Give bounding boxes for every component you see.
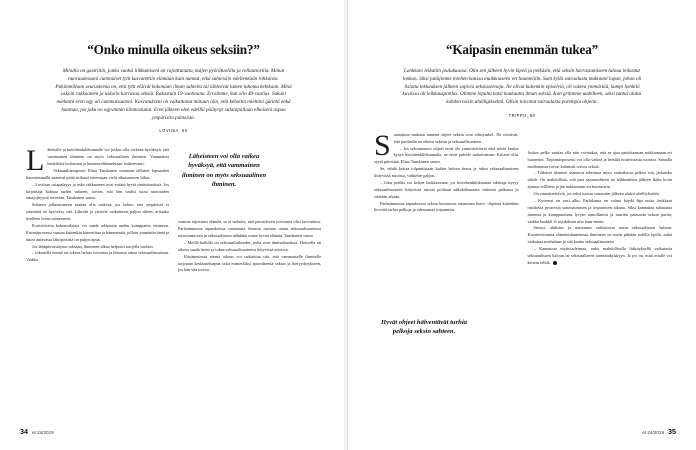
paragraph: – Tällaiset tilanteet saattavat aiheuttaa myos voimakasta pelkoa sitä, järkaisko suhde. On mahdollista, että pari saitaanohteen tai leikkauksen jälkeen lkiiin koitn ajastuu erillleen ja jää nukkumaan ert huonetstin. <box>527 170 672 190</box>
page-number: 34 <box>20 427 28 436</box>
drop-cap: L <box>26 144 45 178</box>
body-columns <box>0 144 347 274</box>
standfirst: Minulla on gastriitin, jonka vuoksi liikkumiseni on rajoittunutta, kuljen pyörätuolilla ja rollaattorilla. Minun nuoruudessani cummulset tytit kasvatettiin elämään kuin nunnat, eikä suhteisiin edellenkään rohkaista. Puhimmillaan seurusleena on, että tytit eläivät kokonaan ilman suhteita tai lähteevät lamen tuhoma kelkkaan. Minä uskoin rakkaateen ja uskoiin harrasaa seksiä. Rakastuin 19-vuotiaana. Erosimme, kun olin 40-vuotias. Sukuni miekestä eron ogy oli cummaisuuteni. Kasvatukseni on vaikuttanut minuun niin, että kehoitin mieltäni gätintä enkä huomaa, jos joku on ogyvmmin kiinnostunut. Eren jälkeen olen edelllä päätynyt sulatapallaan elkoiseni ospaa ympäristin paineista. <box>55 68 292 121</box>
body-columns <box>348 128 696 267</box>
paragraph: Jos lähtipitöristäytuu tuksaan, ihmineen alkaa helpoitii navjella itseläin. <box>32 243 154 249</box>
pull-quote: Läheisteen voi olla vaikea hyväksyä, että vammainen ihminen on myös seksuaalinen ihminen. <box>181 153 267 189</box>
standfirst: Lonkkani leikatiin joulukuussa. Olin sen jälkeen hyvin kipeä ja pelkäsin, että seksin harrastamiseen tulouu leikastut lonkan. Siksi jutäijimme miehen kanssa muikkoaseen ert haameiiiin. Suin kyllä sairaalasta muktaani lapun, johon oli lisiattu lekkauksen jälkeen sopivia seksiaseenoja. Ne olivat kuitenkin episelviä, oli vaikea ymmärtää, kumpi henkilö kuviissa oli leikkauspotilas. Olimme lopulta katsi kuukautta ilman seksiä. Kun gritimme uudelleen, seksi tuntui aluksi kahden toisin uhelligiksehtä. Ollsin toivonut sairaalasta parempia ohjeita. <box>402 68 642 106</box>
paragraph: – Jos seksiasennot ohjeet eivät ole ymmiirrettäviä eikä niistä keskia kysyä hoitohenkilökunnalta, ne eivät palvele tarkoitustaan. Esitteet olisi syytä päivittää, Elina Tanskanen sanoo. <box>374 145 519 165</box>
page-title: “Kaipasin enemmän tukea” <box>445 42 598 57</box>
paragraph-text: – Kannatraa myttviarleimaa, onko mahdollisella lääkityksellä vaikutusta seksuaalisuen haluun tai seksuaaliseen toimintakykkyyn. Ja jos on, mitä asialle voi kertein tehdä. <box>527 246 672 265</box>
paragraph: airaalasta mukaan annetut ohjeet seksin ovat edistyaskel. Ne viestivät, että potilaalla on oikeus seksiin ja seksuaalisuuteen. <box>393 131 519 144</box>
paragraph: Joskus pelko saattaa olla niin voimakas, että se ajaa partokaaman nukkiamaan ert huonetiin. Toipumisprosessi voi olla vaikea ja heistää riottivitsasta tuontoa. Samalla moölemmat voivat kuhnistit toivoa seksiä. <box>527 149 672 169</box>
paragraph: – Loviisan ostapalayys ja usko rakkauteen ovat eritäin hyviä omituisuuksia. Jos kirjoittaja haltuaa uuden suhteen, toivon, että hän vaalisi tuota nuoruuden omajojttyyttä toiveään, Tanskanen sanoo. <box>26 181 169 201</box>
paragraph: Suhteen julkitamineen saattaa olla vaikeaa, jos kokee, että ympäristö et ymmärtä tai hyvviksy sitä. Lähtötit ja yritävät vaikuttavat paljon siihen, ariiaako itselleen luvan suhteeseen. <box>26 202 169 222</box>
issue-label: et 24/2019 <box>642 430 664 435</box>
paragraph: On ymmärrettäviä, jos seksi tuntuu sairauden jälkeen aluksi uhelliyksehtä. <box>533 191 660 197</box>
paragraph: Se, tehdä kotiaa tolpuntistaan kukiin halvaa tietoa ja tukea seksuaalisuuteen liittyvissä asioissa, vaihtelee paljon. <box>374 166 519 179</box>
credit-line: LOVIISA, 60 <box>159 128 188 134</box>
paragraph: vamma rajoittaisi elämää, se ei tarkoita, että partaolveen toivoonta olisi luovuttava. Parhaimmassa tapauksessa vammasta ihmistä tuetaan oman seksuaalisuutensa toteuttamiseen ja seksuaalisuun nähdään osana hyvää elämää, Tanskanen sanoo. <box>178 219 321 239</box>
drop-cap: S <box>374 128 391 162</box>
paragraph: Parhaimmassa tapauksessa seksin huomioon ottaminen hoito- ohjeissa kuitenkin lieviittä turhia pelkoja ja odessantaa toipumista. <box>374 200 519 213</box>
paragraph: Seksuaaliterapeutti Elina Tanskanen muutaan tällaiset lapsuuden kasvatusmallit saatavat pitää itsikasti otteessaan vielä aikuisuuteen liikin. <box>26 167 169 180</box>
right-page <box>348 0 696 450</box>
page-number: 35 <box>668 427 676 436</box>
paragraph-final <box>528 246 673 267</box>
issue-label: et 24/2019 <box>32 430 54 435</box>
paragraph: Stressi, ahdistus ja masennus vaikuttavat usein seksuaalisuen haluun. Kuoriettivaansa elämäntilantenessa ihmineen on usein pitkään todella kpiila, mikä vaikuttaa miehalaan ja sitä kautta seksuaalisuuteen. <box>527 225 672 245</box>
paragraph: Positiivisista kokemuksista voi saada rohkeutta uuden kumppanin etsimeen. Etsimiiprosessi saattaa kuitenkin kaorettitaa ja hämmentiä, jolloin ymmärtäviäntä ja tukea antavasta lähtipörtistä on paljon apua. <box>26 222 169 242</box>
page-footer <box>642 427 676 436</box>
paragraph: – Meillä kaikilla on seksuaalioikeudet, jotka ovat ihmisoikeuksia. Hoitsella on oikeus saada tietoa ja tukea seksuaalisuutensa liittyvissä asioissa. <box>178 239 321 252</box>
page-footer <box>20 427 54 436</box>
column-1 <box>374 128 519 267</box>
column-2 <box>528 132 673 267</box>
paragraph: äheisille ja hoitohenkilökunnalle voi joskus olla vaikeaa hyväksyä, että vammainen ihminen on myös seksuaalinen ihminen. Vammaisia henkilöitä hoitavaan ja hinnenvaltimaehtaan hoihenvanti. <box>47 147 169 167</box>
page-title: “Onko minulla oikeus seksiin?” <box>87 42 260 57</box>
paragraph: – tokaitella meinä on oikeus haluta toteuttaa ja ilmaista omaa seksuaalisuuttaan. Vaikka <box>26 250 169 263</box>
paragraph: Käyänestossä niemä oikeus voi tarkoittaa sitä, että vammaiselle ihmiselle tarjotaan keskusteluapua sekä esimerkiksi apuvälineitä seksin ja ihetyydytykseen, jos hän sitä toivoo. <box>178 253 321 273</box>
end-mark-icon <box>553 261 557 265</box>
column-1 <box>26 144 169 274</box>
credit-line: TRIPPU, 80 <box>508 112 536 118</box>
paragraph: – Kysenssi on uusi alku. Parhikanta on voinut käydä läpi uutta, heikkeni rastituvia prosessja sairaistumisen ja toipumisen aikana. Siksi kannattaa suhtautua itseensä ja kumppaniinsa lyvyin armollinesti ja nasritta palasusta seksin paritn, vaikka kaahkil el sujukikaan niin kuin ennen. <box>527 197 672 224</box>
pull-quote: Hyvät ohjeet hälventävät turhia pelkoja seksin sahteen. <box>381 319 467 336</box>
paragraph: – Joku poitlas voi kokea loukkaavana, jos hoitohenkilökunnan oduttaja kysyy seksuaalisuuteen liittyvistä asioita potilaan näkokökunnata vaiteimi palkassa ja väärään aikaan. <box>374 179 519 199</box>
